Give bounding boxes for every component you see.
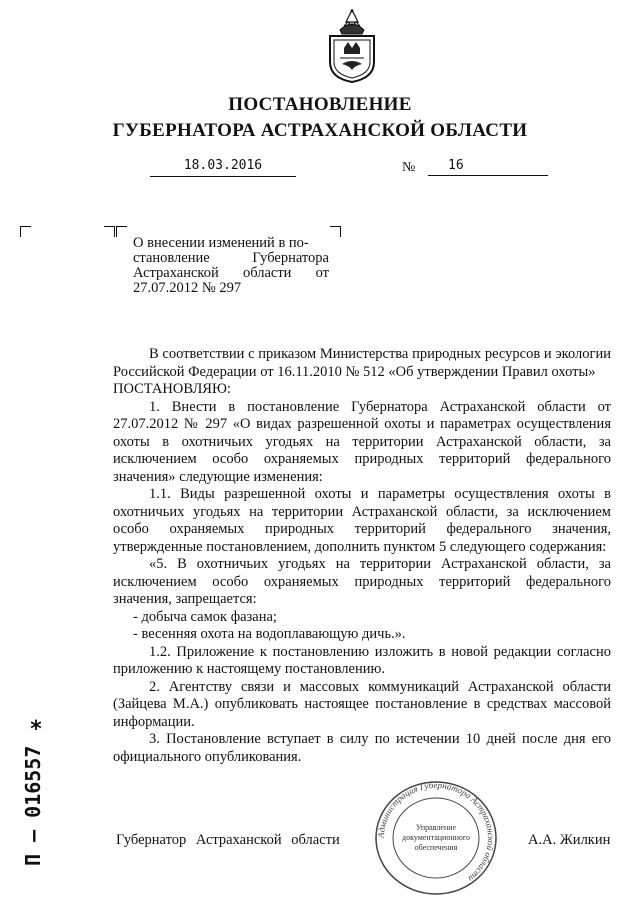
document-title: ПОСТАНОВЛЕНИЕ	[228, 94, 412, 115]
stamp-ring-text: Администрация Губернатора Астраханской области	[375, 780, 497, 885]
corner-mark	[330, 226, 341, 237]
corner-mark	[104, 226, 115, 237]
corner-mark	[116, 226, 127, 237]
document-date: 18.03.2016	[150, 158, 296, 177]
clause-1: 1. Внести в постановление Губернатора Астраханской области от 27.07.2012 № 297 «О видах разрешенной охоты и параметрах осуществления охоты в охотничьих угодьях на территории Астраханской области, за исключением особо охраняемых природных территорий федерального значения» следующие изменения:	[113, 398, 611, 485]
serial-number	[10, 718, 50, 868]
document-body	[113, 346, 611, 766]
document-subject	[133, 236, 329, 296]
subject-line: 27.07.2012 № 297	[133, 280, 242, 296]
signatory-name: А.А. Жилкин	[528, 832, 611, 848]
coat-of-arms-emblem	[324, 8, 380, 84]
clause-1-2: 1.2. Приложение к постановлению изложить в новой редакции согласно приложению к настоящему постановлению.	[113, 643, 611, 677]
subject-line: О внесении изменений в по-	[133, 235, 309, 251]
prohibition-item: - добыча самок фазана;	[133, 608, 277, 625]
clause-5-quote: «5. В охотничьих угодьях на территории Астраханской области, за исключением особо охраняемых природных территорий федерального значения, запрещается:	[113, 556, 611, 607]
clause-2: 2. Агентству связи и массовых коммуникаций Астраханской области (Зайцева М.А.) опубликовать настоящее постановление в средствах массовой информации.	[113, 678, 611, 730]
corner-mark	[20, 226, 31, 237]
official-stamp	[372, 780, 500, 896]
serial-number-text: П – 016557	[21, 745, 45, 866]
stamp-center-line: Управление	[415, 823, 457, 832]
document-issuer: ГУБЕРНАТОРА АСТРАХАНСКОЙ ОБЛАСТИ	[112, 120, 528, 141]
signatory-position: Губернатор Астраханской области	[116, 832, 340, 848]
preamble-paragraph: В соответствии с приказом Министерства природных ресурсов и экологии Российской Федерации от 16.11.2010 № 512 «Об утверждении Правил охоты»	[113, 346, 611, 380]
number-sign: №	[402, 160, 416, 175]
clause-3: 3. Постановление вступает в силу по истечении 10 дней после дня его официального опубликования.	[113, 731, 611, 765]
prohibition-item: - весенняя охота на водоплавающую дичь.».	[133, 626, 406, 642]
decree-word: ПОСТАНОВЛЯЮ:	[113, 381, 231, 397]
stamp-center-line: документационного	[402, 833, 470, 842]
stamp-center-line: обеспечения	[414, 843, 458, 852]
clause-1-1: 1.1. Виды разрешенной охоты и параметры осуществления охоты в охотничьих угодьях на территории Астраханской области, за исключением особо охраняемых природных территорий федерального значения, утвержденные постановлением, дополнить пунктом 5 следующего содержания:	[113, 486, 611, 555]
document-number: 16	[428, 158, 548, 176]
subject-line: становление Губернатора	[133, 250, 329, 266]
serial-asterisk: *	[29, 718, 43, 742]
subject-line: Астраханской области от	[133, 265, 329, 281]
